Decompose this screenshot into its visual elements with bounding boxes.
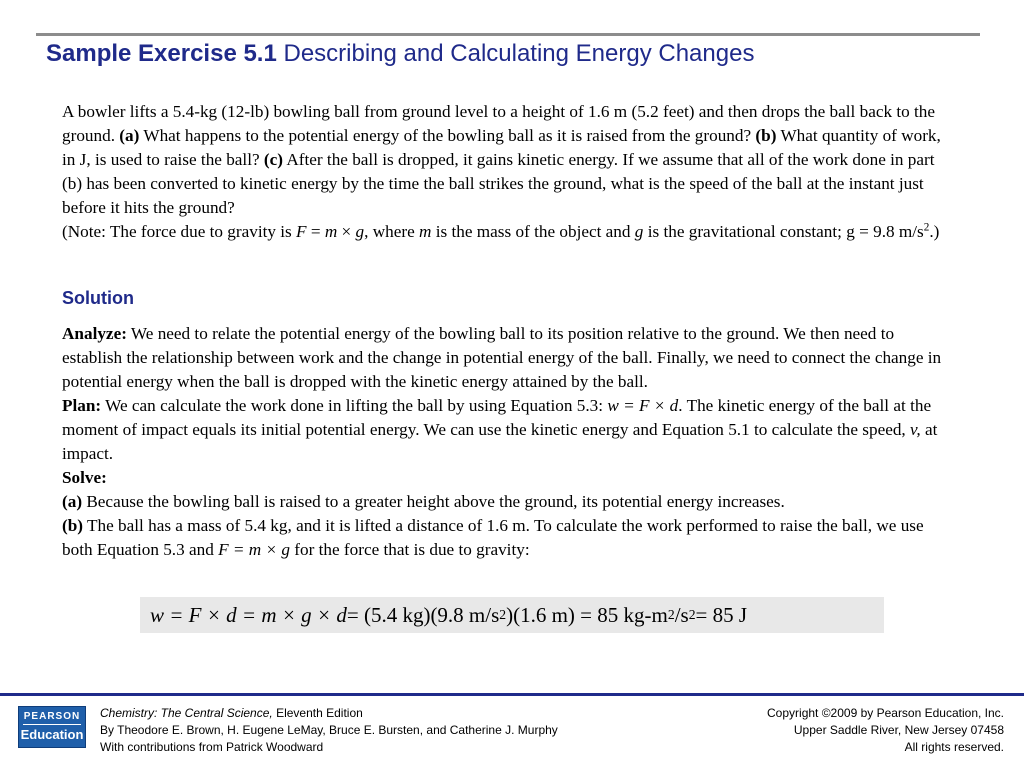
note-text: (Note: The force due to gravity is <box>62 222 292 241</box>
solution-body <box>62 322 952 562</box>
note-text: .) <box>929 222 940 241</box>
footer-book-title: Chemistry: The Central Science, <box>100 706 273 720</box>
plan-work-equation: w = F × d <box>607 396 679 415</box>
analyze-label: Analyze: <box>62 324 127 343</box>
pearson-logo <box>18 706 86 748</box>
answer-a-label: (a) <box>62 492 83 511</box>
problem-statement <box>62 100 952 244</box>
footer-copyright <box>767 705 1004 756</box>
equation-part: /s <box>674 602 689 627</box>
part-b-question: What quantity of work, in J, is used to raise the ball? <box>62 126 941 169</box>
part-b-label: (b) <box>755 126 777 145</box>
work-equation: w = F × d = m × g × d = (5.4 kg)(9.8 m/s 2 )(1.6 m) = 85 kg-m 2 /s 2 = 85 J <box>140 597 884 633</box>
note-gravity-symbol: g <box>355 222 365 241</box>
solution-heading: Solution <box>62 288 134 308</box>
note-text: is the mass of the object and <box>435 222 631 241</box>
equation-part: = (5.4 kg)(9.8 m/s <box>346 602 500 627</box>
footer-authors: By Theodore E. Brown, H. Eugene LeMay, Bruce E. Bursten, and Catherine J. Murphy <box>100 723 558 737</box>
note-mass-symbol: m <box>324 222 338 241</box>
footer-copyright-line: Copyright ©2009 by Pearson Education, Inc. <box>767 706 1004 720</box>
problem-intro: A bowler lifts a 5.4-kg (12-lb) bowling ball from ground level to a height of 1.6 m (5.2 feet) and then drops the ball back to the ground. <box>62 102 936 145</box>
note-text: , where <box>364 222 415 241</box>
plan-label: Plan: <box>62 396 102 415</box>
equation-part: )(1.6 m) = 85 kg-m <box>506 602 668 627</box>
logo-top-text: PEARSON <box>23 711 81 722</box>
answer-b-label: (b) <box>62 516 84 535</box>
footer-book-line <box>100 705 558 722</box>
footer-divider <box>0 693 1024 696</box>
answer-b-text: for the force that is due to gravity: <box>294 540 530 559</box>
part-a-label: (a) <box>119 126 140 145</box>
note-exponent: 2 <box>923 221 930 234</box>
equation-lhs: w = F × d = m × g × d <box>150 602 347 627</box>
footer-book-info <box>100 705 558 756</box>
analyze-text: We need to relate the potential energy of the bowling ball to its position relative to the ground. We then need to establish the relationship between work and the change in potential energy of the ball. Finally, we need to connect the change in potential energy when the ball is dropped with the kinetic energy attained by the ball. <box>62 324 942 391</box>
footer-contributions: With contributions from Patrick Woodward <box>100 740 324 754</box>
plan-speed-symbol: v, <box>910 420 921 439</box>
title-topic: Describing and Calculating Energy Changes <box>283 40 755 67</box>
top-divider <box>36 33 980 36</box>
equation-result: = 85 J <box>695 602 748 627</box>
logo-separator <box>23 724 81 725</box>
footer-rights: All rights reserved. <box>904 740 1004 754</box>
answer-b-text: The ball has a mass of 5.4 kg, and it is lifted a distance of 1.6 m. To calculate the work performed to raise the ball, we use both Equation 5.3 and <box>62 516 924 559</box>
footer-edition: Eleventh Edition <box>272 706 363 720</box>
title-exercise-number: Sample Exercise 5.1 <box>46 40 277 67</box>
plan-text: at impact. <box>62 420 938 463</box>
note-mass-symbol: m <box>419 222 432 241</box>
part-c-label: (c) <box>263 150 283 169</box>
note-text: is the gravitational constant; g = 9.8 m/s <box>647 222 924 241</box>
solve-label: Solve: <box>62 468 107 487</box>
note-equals: = <box>310 222 321 241</box>
logo-bottom-text: Education <box>20 727 84 742</box>
part-a-question: What happens to the potential energy of the bowling ball as it is raised from the ground? <box>143 126 752 145</box>
plan-text: . The kinetic energy of the ball at the moment of impact equals its initial potential energy. We can use the kinetic energy and Equation 5.1 to calculate the speed, <box>62 396 932 439</box>
note-force-symbol: F <box>296 222 307 241</box>
plan-text: We can calculate the work done in lifting the ball by using Equation 5.3: <box>105 396 604 415</box>
part-c-question: After the ball is dropped, it gains kinetic energy. If we assume that all of the work done in part (b) has been converted to kinetic energy by the time the ball strikes the ground, what is the speed of the ball at the instant just before it hits the ground? <box>62 150 935 217</box>
note-times: × <box>341 222 352 241</box>
note-gravity-symbol: g <box>634 222 644 241</box>
answer-a-text: Because the bowling ball is raised to a greater height above the ground, its potential energy increases. <box>86 492 785 511</box>
answer-b-force-equation: F = m × g <box>218 540 290 559</box>
slide-title <box>46 40 754 68</box>
footer-location: Upper Saddle River, New Jersey 07458 <box>793 723 1004 737</box>
